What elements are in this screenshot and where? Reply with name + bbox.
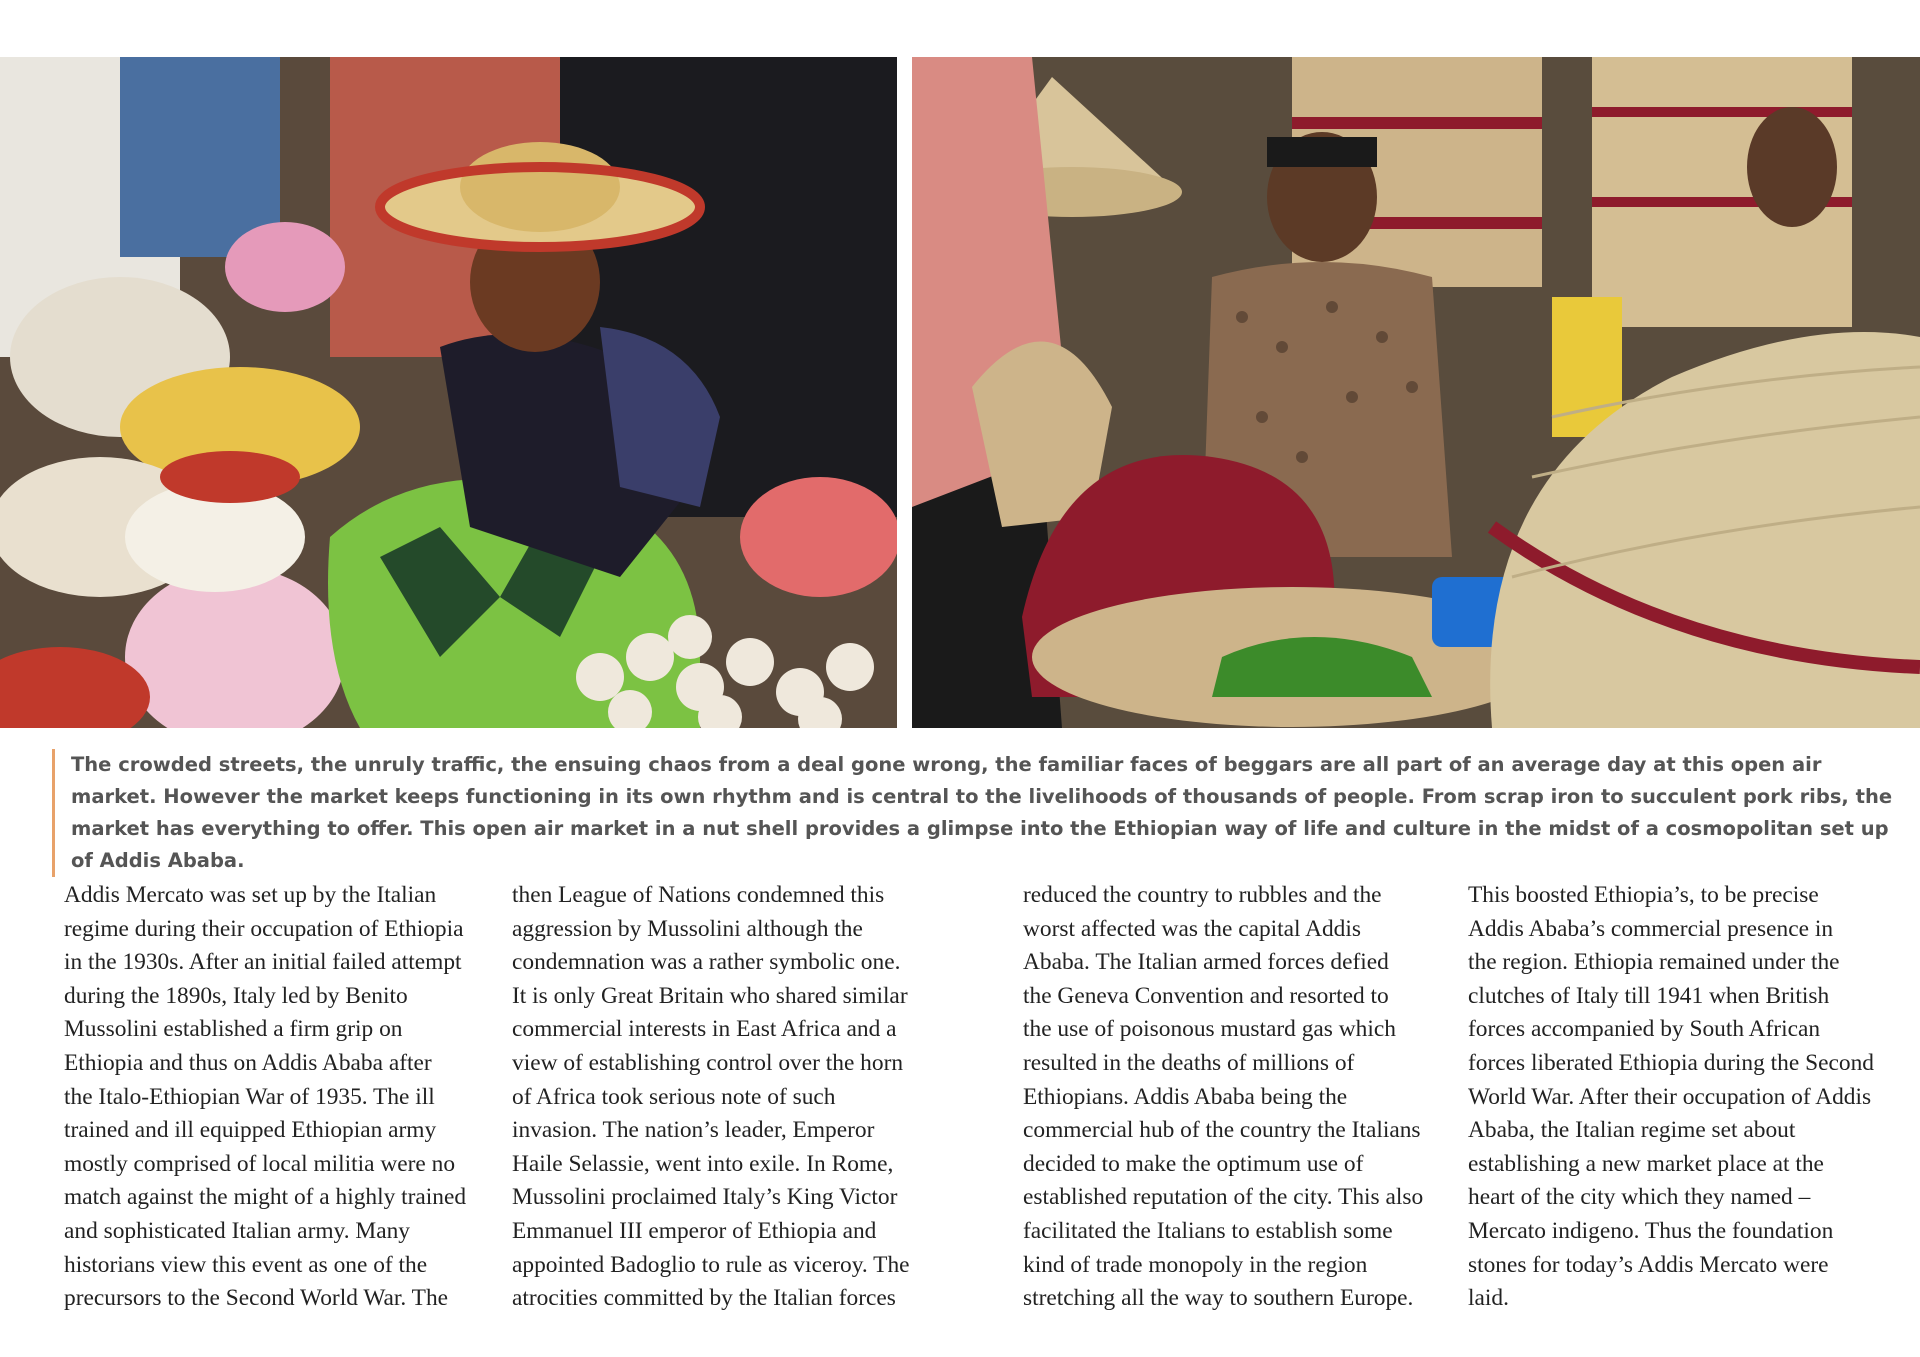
photo-basket-weavers-illustration xyxy=(912,57,1920,728)
photo-caption: The crowded streets, the unruly traffic, the ensuing chaos from a deal gone wrong, the familiar faces of beggars are all part of an average day at this open air market. However the market keeps functioning in its own rhythm and is central to the livelihoods of thousands of people. From scrap iron to succulent pork ribs, the market has everything to offer. This open air market in a nut shell provides a glimpse into the Ethiopian way of life and culture in the midst of a cosmopolitan set up of Addis Ababa. xyxy=(52,749,1901,877)
photo-market-vendor-illustration xyxy=(0,57,897,728)
article-column-1: Addis Mercato was set up by the Italian regime during their occupation of Ethiopia in the 1930s. After an initial failed attempt during the 1890s, Italy led by Benito Mussolini established a firm grip on Ethiopia and thus on Addis Ababa after the Italo-Ethiopian War of 1935. The ill trained and ill equipped Ethiopian army mostly comprised of local militia were no match against the might of a highly trained and sophisticated Italian army. Many historians view this event as one of the precursors to the Second World War. The xyxy=(64,882,467,1312)
article-column-3: reduced the country to rubbles and the worst affected was the capital Addis Ababa. The Italian armed forces defied the Geneva Convention and resorted to the use of poisonous mustard gas which resulted in the deaths of millions of Ethiopians. Addis Ababa being the commercial hub of the country the Italians decided to make the optimum use of established reputation of the city. This also facilitated the Italians to establish some kind of trade monopoly in the region stretching all the way to southern Europe. xyxy=(1023,882,1424,1312)
article-column-2: then League of Nations condemned this aggression by Mussolini although the condemnation was a rather symbolic one. It is only Great Britain who shared similar commercial interests in East Africa and a view of establishing control over the horn of Africa took serious note of such invasion. The nation’s leader, Emperor Haile Selassie, went into exile. In Rome, Mussolini proclaimed Italy’s King Victor Emmanuel III emperor of Ethiopia and appointed Badoglio to rule as viceroy. The atrocities committed by the Italian forces xyxy=(512,882,910,1312)
photo-basket-weavers xyxy=(912,57,1920,728)
article-column-4: This boosted Ethiopia’s, to be precise Addis Ababa’s commercial presence in the region. Ethiopia remained under the clutches of Italy till 1941 when British forces accompanied by South African forces liberated Ethiopia during the Second World War. After their occupation of Addis Ababa, the Italian regime set about establishing a new market place at the heart of the city which they named – Mercato indigeno. Thus the foundation stones for today’s Addis Mercato were laid. xyxy=(1468,882,1874,1312)
photo-market-vendor xyxy=(0,57,897,728)
